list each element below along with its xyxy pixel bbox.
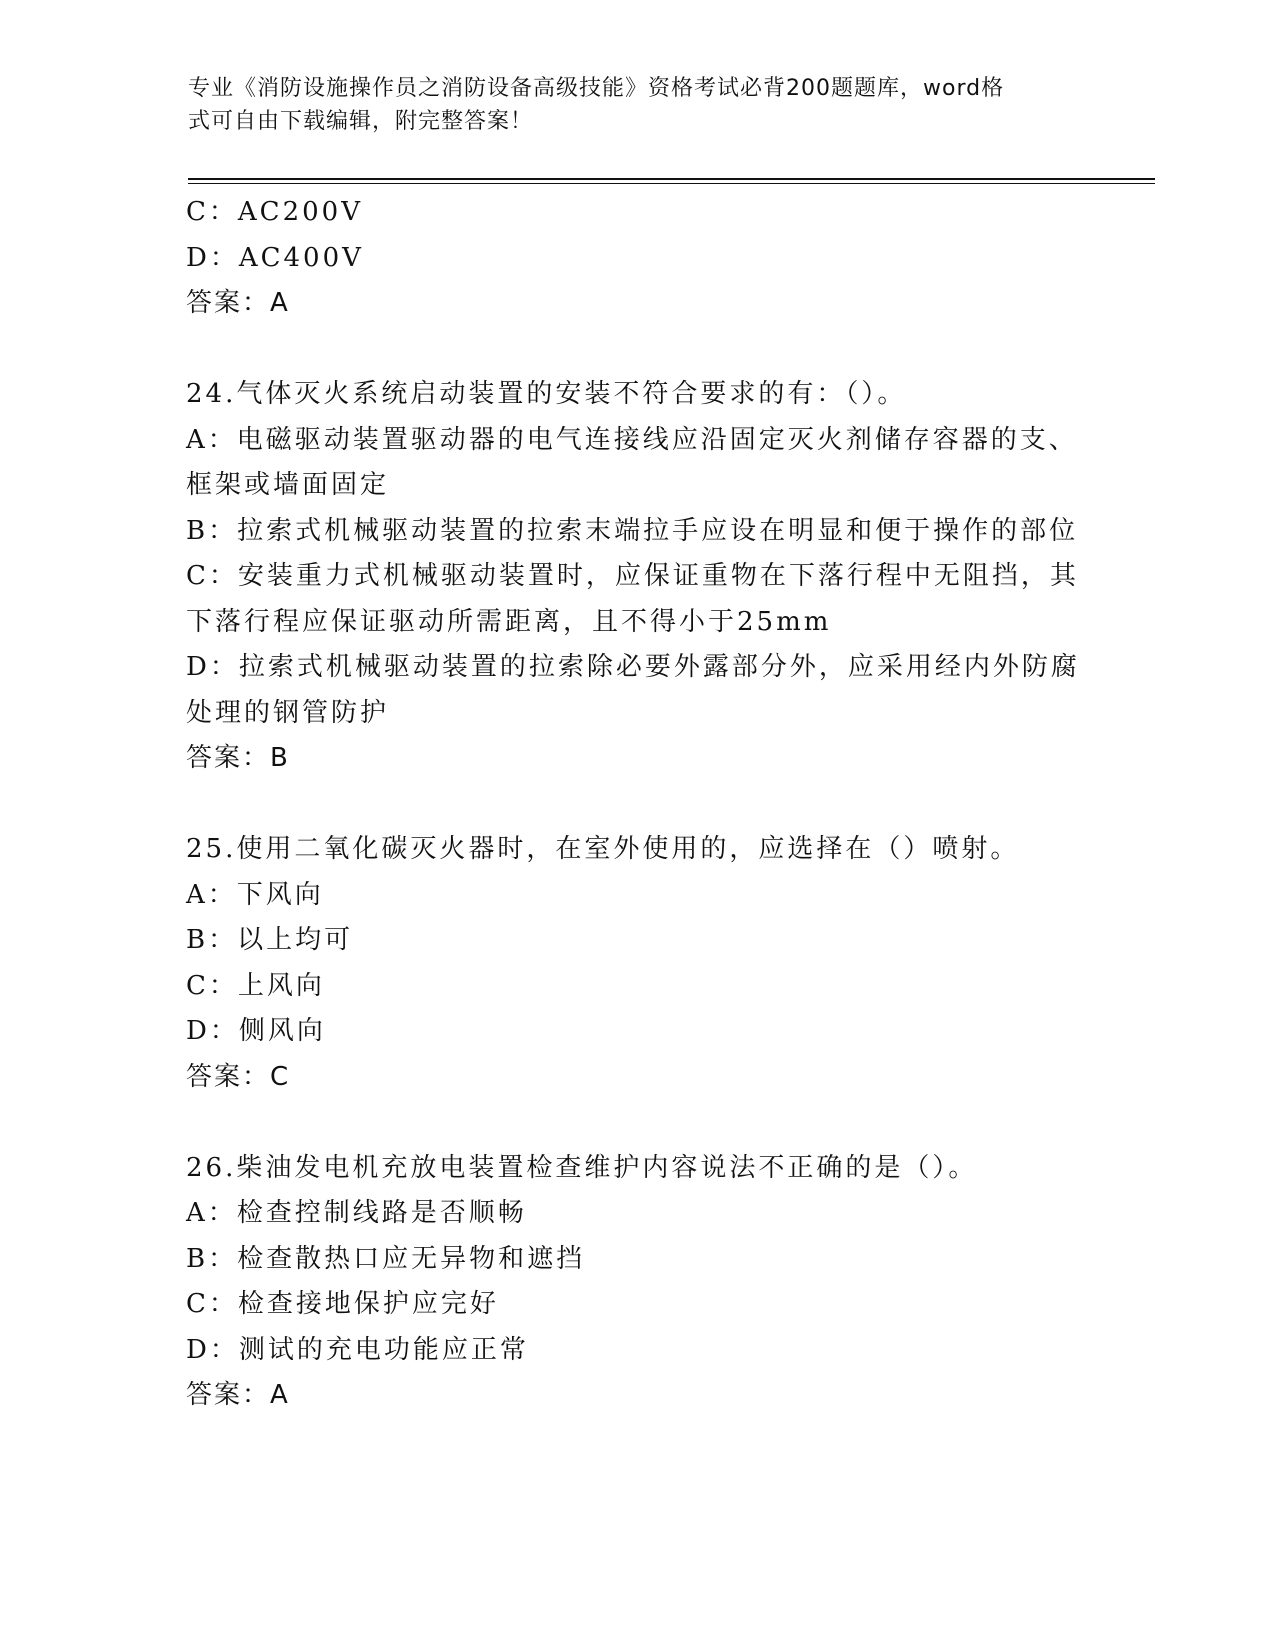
option-c-continued: 下落行程应保证驱动所需距离，且不得小于25mm (186, 606, 832, 637)
header-rule-thin (188, 183, 1155, 184)
option-c: C：上风向 (186, 970, 325, 1001)
question-text: 26.柴油发电机充放电装置检查维护内容说法不正确的是（）。 (186, 1152, 978, 1183)
spacer (186, 327, 1086, 373)
option-b: B：以上均可 (186, 925, 354, 955)
question-25 (186, 827, 1086, 1100)
answer: 答案：A (186, 288, 290, 318)
option-b: B：检查散热口应无异物和遮挡 (186, 1243, 586, 1274)
header-line-1: 专业《消防设施操作员之消防设备高级技能》资格考试必背200题题库，word格 (188, 76, 1005, 101)
question-text: 25.使用二氧化碳灭火器时，在室外使用的，应选择在（）喷射。 (186, 834, 1020, 864)
question-23-tail (186, 190, 1086, 327)
answer: 答案：A (186, 1380, 290, 1410)
option-d: D：测试的充电功能应正常 (186, 1334, 529, 1365)
option-d: D：侧风向 (186, 1016, 326, 1046)
option-c: C：AC200V (186, 197, 363, 227)
answer: 答案：B (186, 743, 290, 773)
header-line-2: 式可自由下载编辑，附完整答案！ (188, 109, 534, 134)
question-24 (186, 372, 1086, 782)
option-d: D：拉索式机械驱动装置的拉索除必要外露部分外，应采用经内外防腐 (186, 652, 1080, 682)
document-header (188, 72, 1068, 138)
header-rule-thick (188, 178, 1155, 180)
document-body (186, 190, 1086, 1419)
question-26 (186, 1146, 1086, 1419)
option-a: A：检查控制线路是否顺畅 (186, 1198, 527, 1228)
question-text: 24.气体灭火系统启动装置的安装不符合要求的有：（）。 (186, 379, 907, 409)
spacer (186, 1100, 1086, 1146)
option-a-continued: 框架或墙面固定 (186, 470, 390, 500)
option-c: C：检查接地保护应完好 (186, 1289, 499, 1319)
option-a: A：下风向 (186, 879, 324, 910)
option-d-continued: 处理的钢管防护 (186, 697, 390, 728)
option-c: C：安装重力式机械驱动装置时，应保证重物在下落行程中无阻挡，其 (186, 561, 1079, 591)
option-d: D：AC400V (186, 242, 364, 273)
option-a: A：电磁驱动装置驱动器的电气连接线应沿固定灭火剂储存容器的支、 (186, 424, 1078, 455)
answer: 答案：C (186, 1061, 291, 1092)
spacer (186, 782, 1086, 828)
option-b: B：拉索式机械驱动装置的拉索末端拉手应设在明显和便于操作的部位 (186, 515, 1079, 546)
